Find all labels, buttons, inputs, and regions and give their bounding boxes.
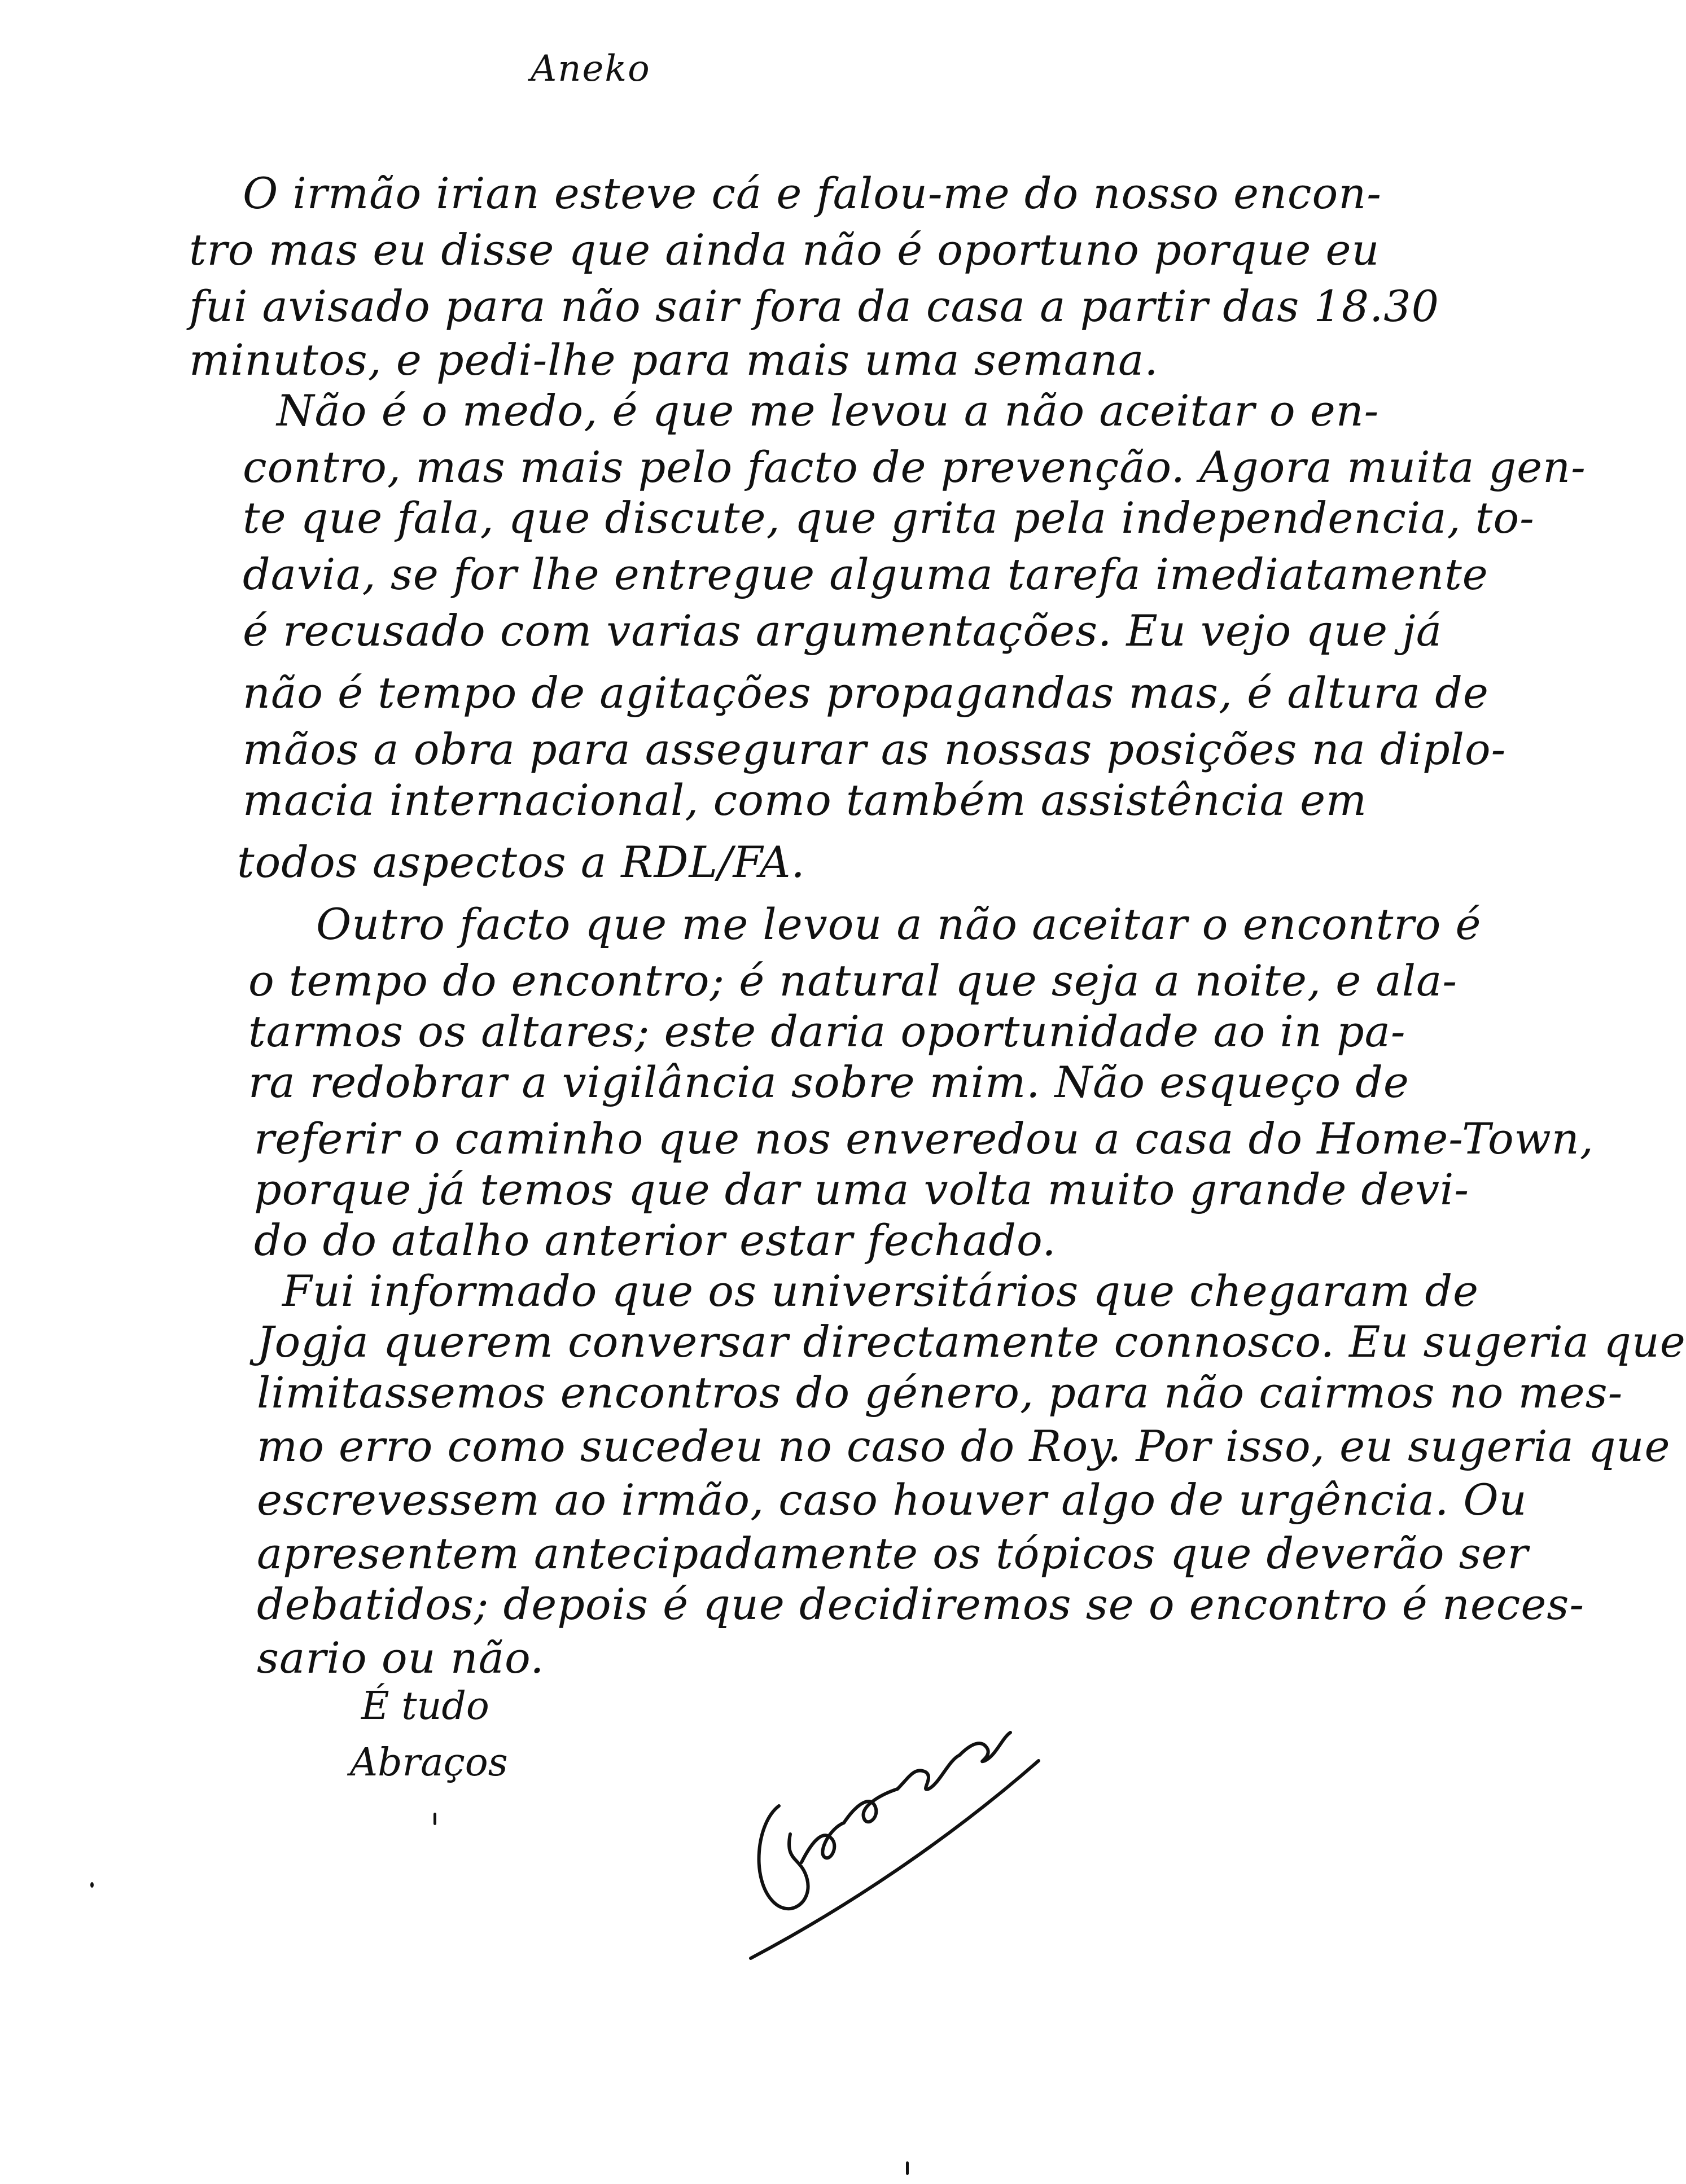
letter-line: debatidos; depois é que decidiremos se o encontro é neces-	[257, 1579, 1585, 1629]
letter-line: o tempo do encontro; é natural que seja a noite, e ala-	[248, 955, 1457, 1006]
ink-speck	[906, 2161, 909, 2175]
letter-line: O irmão irian esteve cá e falou-me do nosso encon-	[243, 168, 1382, 218]
letter-line: porque já temos que dar uma volta muito grande devi-	[254, 1164, 1470, 1214]
letter-line: Jogja querem conversar directamente connosco. Eu sugeria que	[257, 1317, 1686, 1367]
letter-line: referir o caminho que nos enveredou a casa do Home-Town,	[254, 1113, 1594, 1164]
sign-off: Abraços	[350, 1740, 508, 1785]
letter-line: tarmos os altares; este daria oportunidade ao in pa-	[248, 1006, 1406, 1056]
letter-line: macia internacional, como também assistência em	[243, 775, 1368, 825]
letter-line: tro mas eu disse que ainda não é oportuno porque eu	[189, 225, 1380, 275]
letter-line: todos aspectos a RDL/FA.	[237, 837, 805, 887]
letter-line: Fui informado que os universitários que chegaram de	[282, 1266, 1479, 1316]
letter-line: fui avisado para não sair fora da casa a partir das 18.30	[189, 281, 1439, 331]
letter-line: davia, se for lhe entregue alguma tarefa imediatamente	[243, 549, 1488, 599]
letter-line: apresentem antecipadamente os tópicos que deverão ser	[257, 1528, 1529, 1578]
letter-line: minutos, e pedi-lhe para mais uma semana.	[189, 335, 1159, 385]
letter-line: não é tempo de agitações propagandas mas, é altura de	[243, 668, 1489, 718]
letter-line: ra redobrar a vigilância sobre mim. Não esqueço de	[248, 1057, 1409, 1107]
letter-line: do do atalho anterior estar fechado.	[254, 1215, 1057, 1265]
ink-speck	[90, 1882, 94, 1888]
letter-line: mãos a obra para assegurar as nossas posições na diplo-	[243, 724, 1507, 774]
letter-line: mo erro como sucedeu no caso do Roy. Por isso, eu sugeria que	[257, 1421, 1671, 1471]
letter-line: escrevessem ao irmão, caso houver algo de urgência. Ou	[257, 1475, 1527, 1525]
handwritten-signature	[734, 1693, 1050, 1964]
letter-line: Outro facto que me levou a não aceitar o encontro é	[316, 899, 1482, 949]
closing-line: É tudo	[361, 1684, 489, 1729]
ink-speck	[433, 1813, 436, 1825]
letter-line: Não é o medo, é que me levou a não aceitar o en-	[277, 385, 1380, 436]
letter-line: é recusado com varias argumentações. Eu vejo que já	[243, 606, 1443, 656]
letter-line: sario ou não.	[257, 1633, 545, 1683]
letter-line: contro, mas mais pelo facto de prevenção. Agora muita gen-	[243, 442, 1586, 492]
letter-line: limitassemos encontros do género, para não cairmos no mes-	[257, 1367, 1623, 1418]
letter-line: te que fala, que discute, que grita pela independencia, to-	[243, 493, 1535, 543]
letter-heading: Aneko	[531, 48, 651, 90]
